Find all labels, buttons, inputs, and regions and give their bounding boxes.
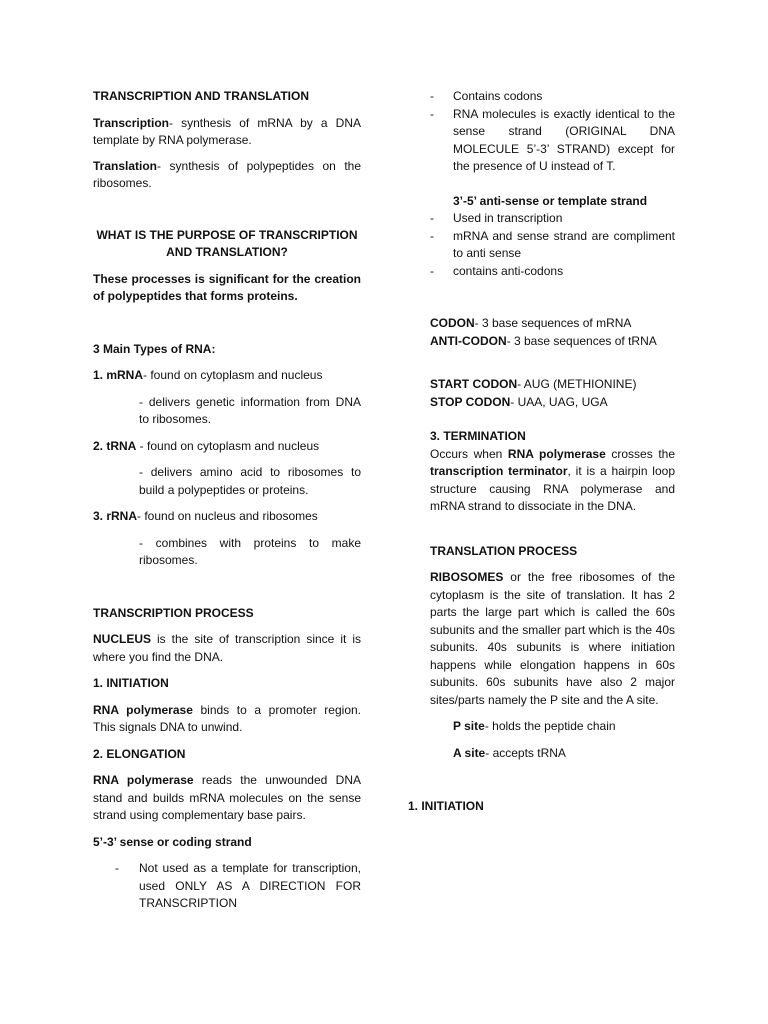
sense-strand-list [93, 860, 361, 913]
codon-line [430, 315, 675, 333]
transcription-def: - synthesis of mRNA by a DNA template by RNA polymerase. [93, 115, 361, 147]
termination-term-terminator: transcription terminator [430, 464, 568, 478]
ribosomes-paragraph [430, 569, 675, 709]
transcription-term: Transcription [93, 115, 170, 130]
translation-definition [93, 158, 361, 193]
list-item [430, 263, 675, 281]
list-item [93, 860, 361, 913]
antisense-heading: 3’-5’ anti-sense or template strand [453, 193, 648, 208]
trna-def: - found on cytoplasm and nucleus [136, 438, 320, 453]
list-item [430, 88, 675, 106]
elongation-term: RNA polymerase [93, 773, 194, 787]
dash-marker: - [430, 89, 434, 103]
list-item-text: Not used as a template for transcription, used ONLY AS A DIRECTION FOR TRANSCRIPTION [139, 861, 361, 910]
list-item-text: Used in transcription [453, 211, 563, 225]
p-site-def: - holds the peptide chain [484, 719, 616, 733]
a-site-term: A site [453, 745, 486, 760]
a-site-def: - accepts tRNA [485, 745, 566, 760]
rrna-line [93, 508, 361, 526]
dash-marker: - [115, 861, 119, 875]
translation-initiation-heading: 1. INITIATION [408, 799, 484, 813]
left-column [93, 88, 361, 913]
anticodon-def: - 3 base sequences of tRNA [506, 333, 657, 348]
initiation-text: binds to a promoter region. This signals DNA to unwind. [93, 702, 362, 734]
codon-def: - 3 base sequences of mRNA [474, 316, 632, 330]
mrna-desc: - delivers genetic information from DNA to ribosomes. [139, 394, 361, 426]
nucleus-paragraph [93, 631, 361, 666]
termination-heading: 3. TERMINATION [430, 429, 526, 443]
nucleus-term: NUCLEUS [93, 632, 152, 646]
codon-term: CODON [430, 316, 475, 330]
initiation-term: RNA polymerase [93, 702, 193, 717]
initiation-heading: 1. INITIATION [93, 676, 169, 690]
termination-term-polymerase: RNA polymerase [507, 446, 606, 461]
list-item [430, 210, 675, 228]
transcription-definition [93, 115, 361, 150]
stop-codon-def: - UAA, UAG, UGA [510, 394, 608, 409]
mrna-def: - found on cytoplasm and nucleus [143, 368, 323, 382]
purpose-heading: WHAT IS THE PURPOSE OF TRANSCRIPTION AND TRANSLATION? [96, 227, 358, 259]
ribosomes-term: RIBOSOMES [430, 570, 504, 584]
dash-marker: - [430, 211, 434, 225]
anticodon-line [430, 333, 675, 351]
antisense-list [430, 210, 675, 280]
trna-term: 2. tRNA [93, 438, 137, 453]
translation-process-heading: TRANSLATION PROCESS [430, 543, 578, 558]
a-site-line [430, 745, 675, 763]
termination-text-mid: crosses the [605, 446, 675, 461]
trna-line [93, 438, 361, 456]
rna-types-heading: 3 Main Types of RNA: [93, 341, 216, 356]
list-item [430, 228, 675, 263]
translation-def: - synthesis of polypeptides on the ribosomes. [93, 158, 361, 190]
ribosomes-text: or the free ribosomes of the cytoplasm is the site of translation. It has 2 parts the large part which is called the 60s subunits and the smaller part which is the 40s subunits. 40s subunits is where initiation happens while elongation happens in 60s subunits. 60s subunits have also 2 major sites/parts namely the P site and the A site. [430, 570, 675, 707]
list-item-text: contains anti-codons [453, 263, 564, 278]
dash-marker: - [430, 263, 434, 278]
elongation-text: reads the unwounded DNA stand and builds mRNA molecules on the sense strand using complementary base pairs. [93, 773, 361, 822]
list-item-text: mRNA and sense strand are compliment to anti sense [453, 228, 675, 260]
termination-paragraph [430, 446, 675, 516]
list-item-text: Contains codons [453, 89, 543, 103]
anticodon-term: ANTI-CODON [430, 333, 507, 348]
right-column [408, 88, 675, 816]
stop-codon-line [430, 394, 675, 412]
dash-marker: - [430, 106, 434, 121]
p-site-line [430, 718, 675, 736]
translation-term: Translation [93, 158, 158, 173]
stop-codon-term: STOP CODON [430, 394, 511, 409]
start-codon-term: START CODON [430, 377, 518, 391]
initiation-paragraph [93, 702, 361, 737]
elongation-paragraph [93, 772, 361, 825]
rrna-desc: - combines with proteins to make ribosomes. [139, 535, 361, 567]
dash-marker: - [430, 228, 434, 243]
start-codon-def: - AUG (METHIONINE) [517, 377, 637, 391]
elongation-heading: 2. ELONGATION [93, 746, 186, 761]
termination-text-start: Occurs when [430, 446, 508, 461]
purpose-text: These processes is significant for the creation of polypeptides that forms proteins. [93, 271, 361, 303]
transcription-process-heading: TRANSCRIPTION PROCESS [93, 605, 254, 620]
nucleus-text: is the site of transcription since it is where you find the DNA. [93, 632, 361, 664]
rrna-def: - found on nucleus and ribosomes [137, 509, 318, 523]
start-codon-line [430, 376, 675, 394]
list-item-text: RNA molecules is exactly identical to the sense strand (ORIGINAL DNA MOLECULE 5’-3’ STRAND) except for the presence of U instead of T. [453, 106, 675, 173]
p-site-term: P site [453, 719, 485, 733]
sense-strand-heading: 5’-3’ sense or coding strand [93, 834, 252, 849]
document-title: TRANSCRIPTION AND TRANSLATION [93, 89, 309, 103]
list-item [430, 106, 675, 176]
mrna-line [93, 367, 361, 385]
rrna-term: 3. rRNA [93, 509, 138, 523]
trna-desc: - delivers amino acid to ribosomes to build a polypeptides or proteins. [139, 465, 361, 497]
sense-strand-continued-list [430, 88, 675, 176]
mrna-term: 1. mRNA [93, 368, 144, 382]
termination-text-end: , it is a hairpin loop structure causing RNA polymerase and mRNA strand to dissociate in the DNA. [430, 464, 675, 513]
